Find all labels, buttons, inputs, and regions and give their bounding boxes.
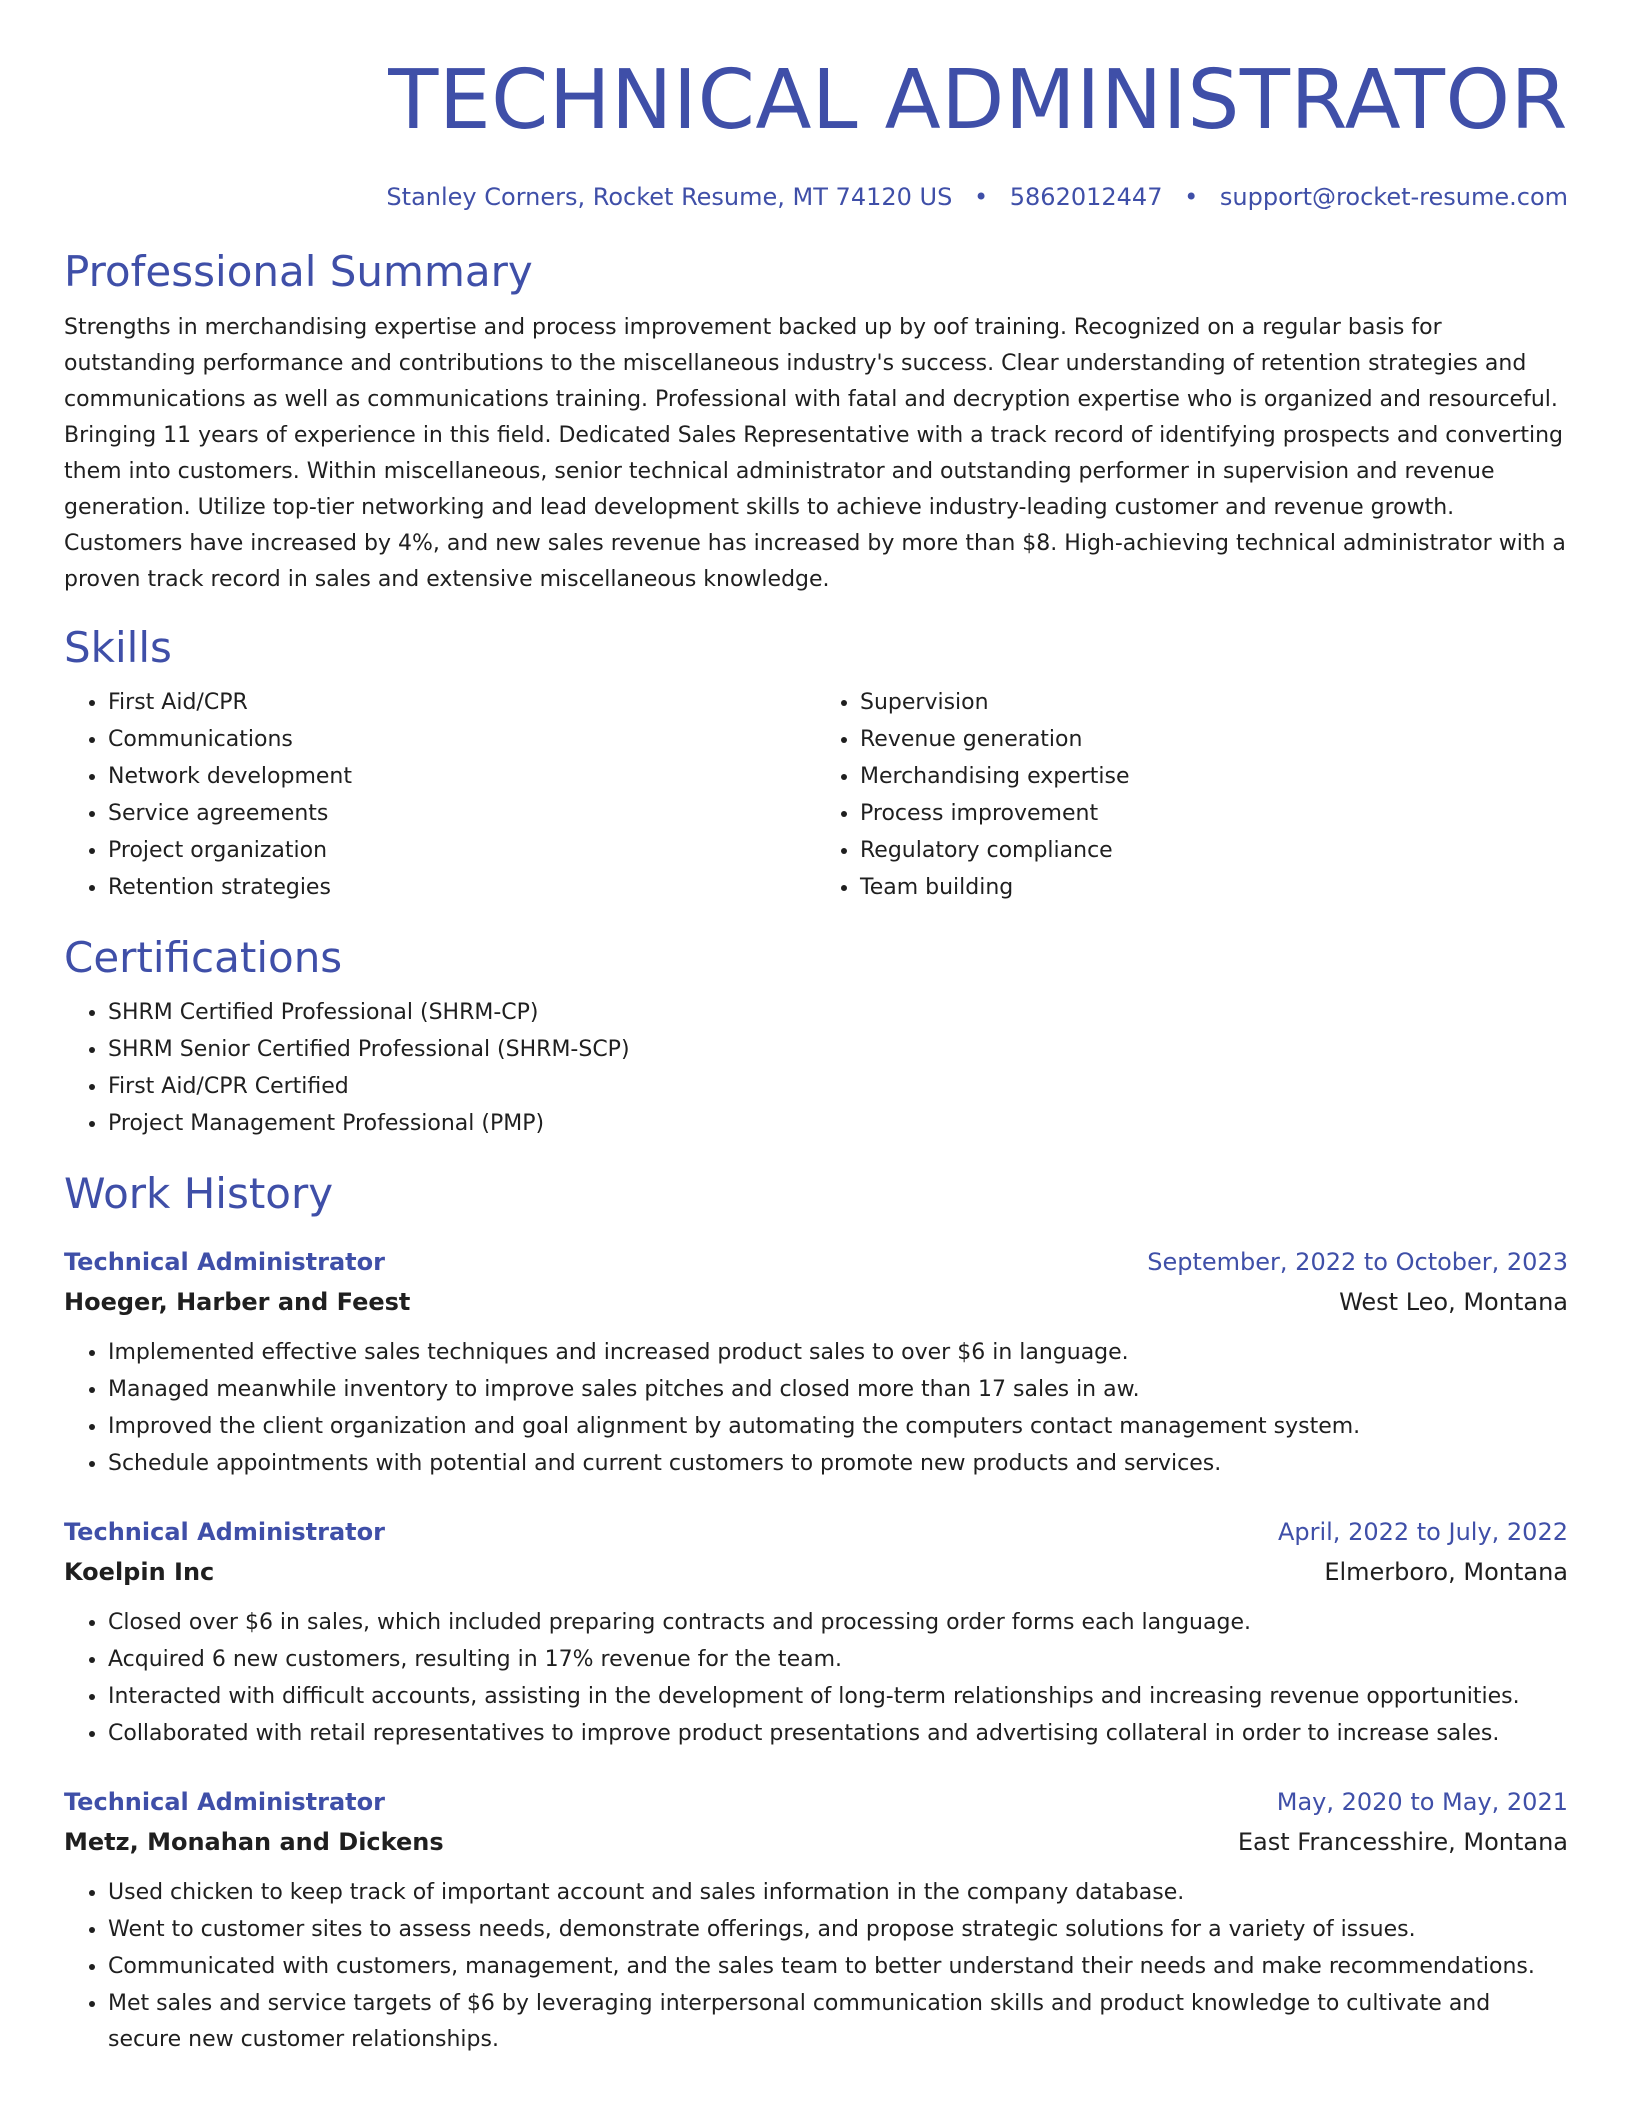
job-title-row bbox=[64, 1782, 1568, 1822]
skill-item: • Supervision bbox=[860, 684, 1568, 721]
skill-item: • First Aid/CPR bbox=[108, 684, 816, 721]
job-dates: April, 2022 to July, 2022 bbox=[1277, 1518, 1568, 1546]
job-bullet: • Met sales and service targets of $6 by leveraging interpersonal communication skills and product knowledge to cultivate and secure new customer relationships. bbox=[108, 1985, 1568, 2058]
job-bullets bbox=[64, 1604, 1568, 1752]
job-bullet: • Acquired 6 new customers, resulting in 17% revenue for the team. bbox=[108, 1641, 1568, 1678]
job-bullet: • Improved the client organization and goal alignment by automating the computers contact management system. bbox=[108, 1408, 1568, 1445]
job-title-row bbox=[64, 1512, 1568, 1552]
work-history-section bbox=[64, 1168, 1568, 2058]
job-title-row bbox=[64, 1242, 1568, 1282]
skills-list-right bbox=[816, 684, 1568, 906]
summary-section bbox=[64, 246, 1568, 598]
job-company: Hoeger, Harber and Feest bbox=[64, 1288, 411, 1316]
summary-heading: Professional Summary bbox=[64, 247, 533, 296]
job-title: Technical Administrator bbox=[64, 1248, 385, 1276]
candidate-name: TECHNICAL ADMINISTRATOR bbox=[388, 53, 1568, 148]
contact-separator: • bbox=[973, 183, 989, 211]
skill-item: • Project organization bbox=[108, 832, 816, 869]
skill-item: • Merchandising expertise bbox=[860, 758, 1568, 795]
job-entry bbox=[64, 1242, 1568, 1482]
certification-item: • SHRM Senior Certified Professional (SHRM-SCP) bbox=[108, 1031, 1568, 1068]
skill-item: • Process improvement bbox=[860, 795, 1568, 832]
skill-item: • Network development bbox=[108, 758, 816, 795]
work-history-heading: Work History bbox=[64, 1169, 334, 1218]
contact-separator: • bbox=[1184, 183, 1199, 211]
job-bullets bbox=[64, 1874, 1568, 2058]
job-bullet: • Collaborated with retail representatives to improve product presentations and advertising collateral in order to increase sales. bbox=[108, 1715, 1568, 1752]
job-location: Elmerboro, Montana bbox=[1324, 1558, 1568, 1586]
job-company-row bbox=[64, 1282, 1568, 1322]
job-bullet: • Implemented effective sales techniques and increased product sales to over $6 in language. bbox=[108, 1334, 1568, 1371]
certification-item: • SHRM Certified Professional (SHRM-CP) bbox=[108, 994, 1568, 1031]
resume-header bbox=[64, 52, 1568, 212]
skill-item: • Team building bbox=[860, 869, 1568, 906]
contact-email: support@rocket-resume.com bbox=[1219, 183, 1568, 211]
job-location: West Leo, Montana bbox=[1339, 1288, 1568, 1316]
summary-text: Strengths in merchandising expertise and process improvement backed up by oof training. Recognized on a regular basis for outstanding performance and contributions to the miscellaneous industry's success. Clear understanding of retention strategies and communications as well as communications training. Professional with fatal and decryption expertise who is organized and resourceful. Bringing 11 years of experience in this field. Dedicated Sales Representative with a track record of identifying prospects and converting them into customers. Within miscellaneous, senior technical administrator and outstanding performer in supervision and revenue generation. Utilize top-tier networking and lead development skills to achieve industry-leading customer and revenue growth. Customers have increased by 4%, and new sales revenue has increased by more than $8. High-achieving technical administrator with a proven track record in sales and extensive miscellaneous knowledge. bbox=[64, 315, 1566, 592]
certifications-list bbox=[64, 994, 1568, 1142]
job-dates: September, 2022 to October, 2023 bbox=[1147, 1248, 1568, 1276]
job-company: Metz, Monahan and Dickens bbox=[64, 1828, 444, 1856]
job-bullet: • Communicated with customers, management, and the sales team to better understand their needs and make recommendations. bbox=[108, 1948, 1568, 1985]
skill-item: • Service agreements bbox=[108, 795, 816, 832]
job-title: Technical Administrator bbox=[64, 1788, 385, 1816]
skill-item: • Regulatory compliance bbox=[860, 832, 1568, 869]
job-dates: May, 2020 to May, 2021 bbox=[1276, 1788, 1568, 1816]
job-company: Koelpin Inc bbox=[64, 1558, 215, 1586]
skill-item: • Communications bbox=[108, 721, 816, 758]
job-bullet: • Closed over $6 in sales, which included preparing contracts and processing order forms each language. bbox=[108, 1604, 1568, 1641]
job-entry bbox=[64, 1512, 1568, 1752]
job-title: Technical Administrator bbox=[64, 1518, 385, 1546]
job-bullet: • Managed meanwhile inventory to improve sales pitches and closed more than 17 sales in aw. bbox=[108, 1371, 1568, 1408]
certification-item: • First Aid/CPR Certified bbox=[108, 1068, 1568, 1105]
skill-item: • Revenue generation bbox=[860, 721, 1568, 758]
certifications-section bbox=[64, 932, 1568, 1142]
job-bullet: • Interacted with difficult accounts, assisting in the development of long-term relationships and increasing revenue opportunities. bbox=[108, 1678, 1568, 1715]
contact-address: Stanley Corners, Rocket Resume, MT 74120 US bbox=[386, 183, 953, 211]
skills-list-left bbox=[64, 684, 816, 906]
certification-item: • Project Management Professional (PMP) bbox=[108, 1105, 1568, 1142]
job-company-row bbox=[64, 1552, 1568, 1592]
certifications-heading: Certifications bbox=[64, 933, 343, 982]
job-location: East Francesshire, Montana bbox=[1237, 1828, 1568, 1856]
job-bullet: • Used chicken to keep track of important account and sales information in the company database. bbox=[108, 1874, 1568, 1911]
skills-grid bbox=[64, 684, 1568, 906]
skills-section bbox=[64, 622, 1568, 906]
contact-phone: 5862012447 bbox=[1009, 183, 1163, 211]
job-bullet: • Schedule appointments with potential and current customers to promote new products and services. bbox=[108, 1445, 1568, 1482]
contact-line bbox=[64, 182, 1568, 212]
job-entry bbox=[64, 1782, 1568, 2058]
job-bullet: • Went to customer sites to assess needs, demonstrate offerings, and propose strategic solutions for a variety of issues. bbox=[108, 1911, 1568, 1948]
skill-item: • Retention strategies bbox=[108, 869, 816, 906]
skills-heading: Skills bbox=[64, 623, 172, 672]
job-company-row bbox=[64, 1822, 1568, 1862]
job-bullets bbox=[64, 1334, 1568, 1482]
